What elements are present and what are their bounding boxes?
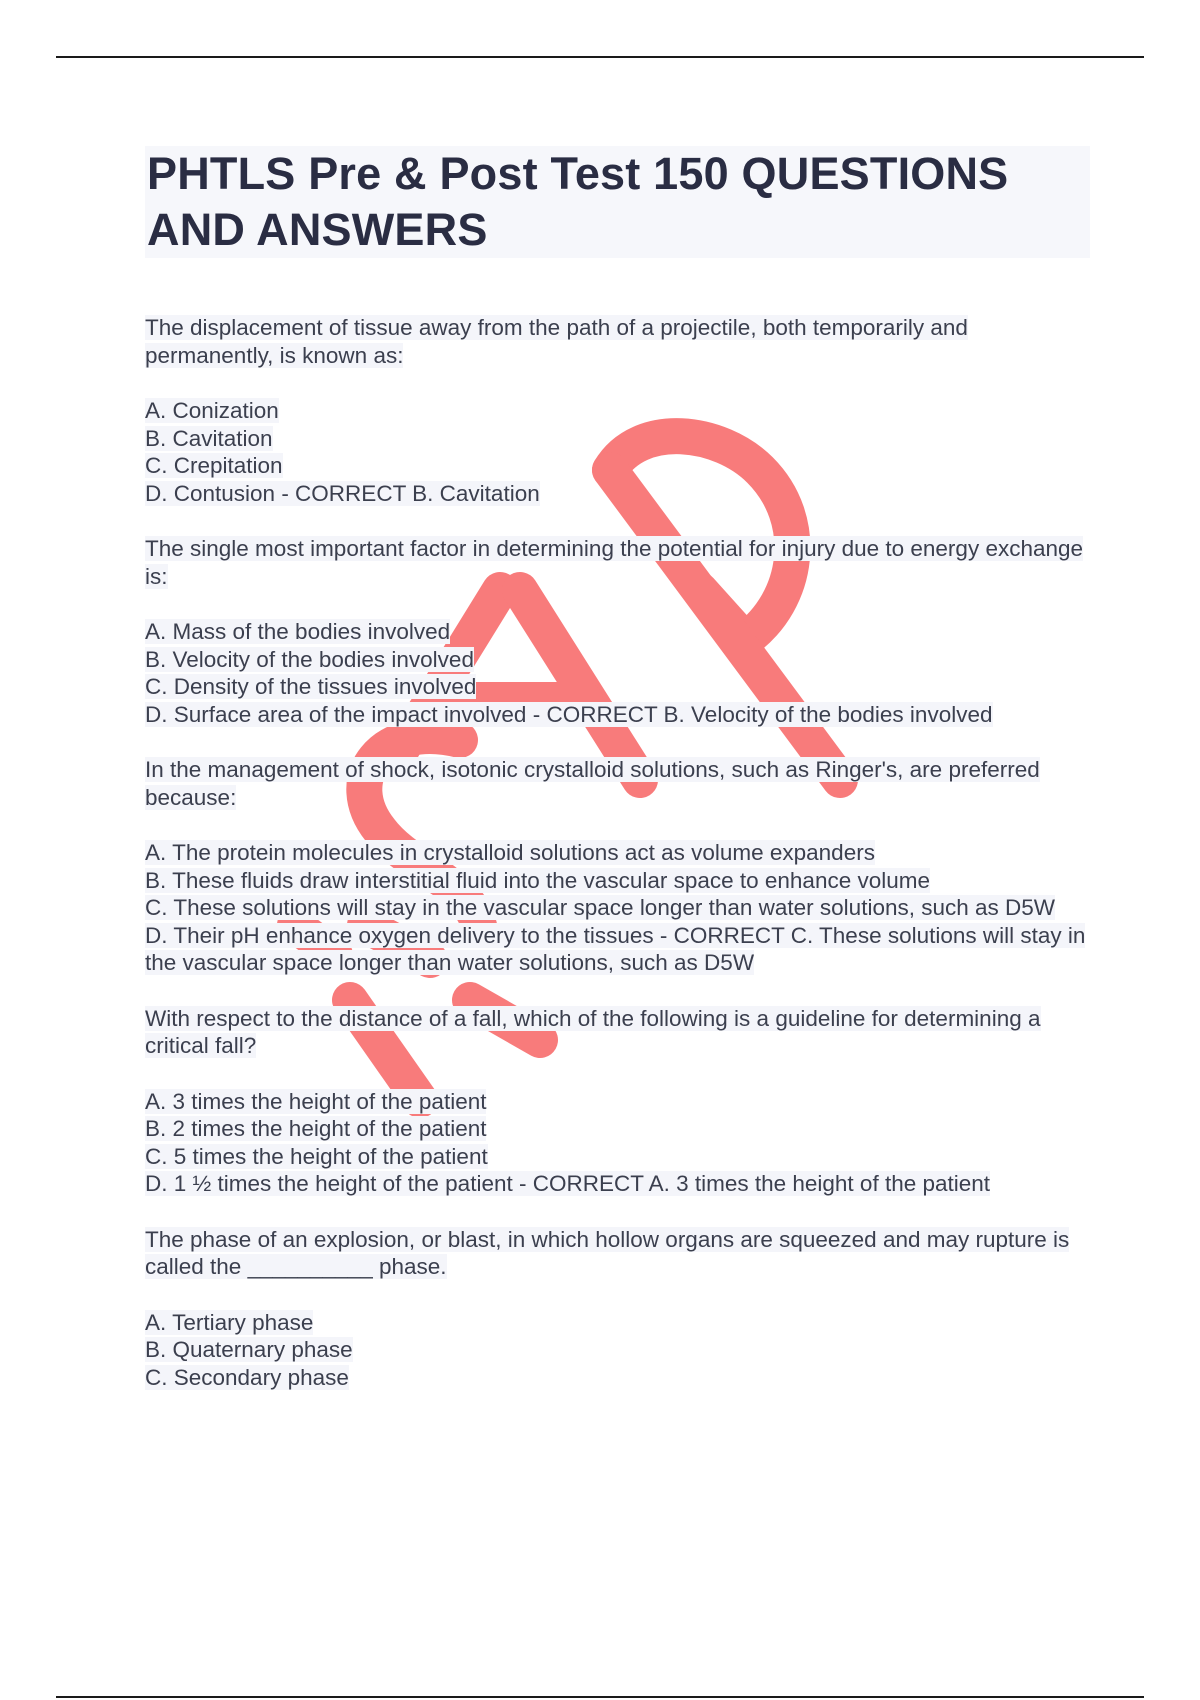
answer-option: C. Secondary phase [145,1364,349,1390]
answer-option: B. 2 times the height of the patient [145,1116,487,1141]
question-stem: The single most important factor in determining the potential for injury due to energy exchange is: [145,536,1084,589]
answer-option: B. These fluids draw interstitial fluid into the vascular space to enhance volume [145,867,931,893]
answer-options [145,839,1090,977]
answer-options [145,397,1090,507]
top-rule [56,56,1144,58]
answer-option: A. 3 times the height of the patient [145,1088,487,1114]
answer-option: B. Cavitation [145,425,273,451]
answer-option: D. 1 ½ times the height of the patient - CORRECT A. 3 times the height of the patient [145,1171,991,1196]
document-body [145,146,1090,1419]
document-title: PHTLS Pre & Post Test 150 QUESTIONS AND ANSWERS [145,146,1090,258]
answer-options [145,1088,1090,1198]
question-item [145,756,1090,977]
answer-option: C. Crepitation [145,453,283,478]
question-item [145,535,1090,728]
question-item [145,314,1090,507]
question-stem: In the management of shock, isotonic crystalloid solutions, such as Ringer's, are preferred because: [145,757,1040,810]
question-stem: The phase of an explosion, or blast, in which hollow organs are squeezed and may rupture is called the __________ phase. [145,1226,1070,1279]
answer-option: A. Mass of the bodies involved [145,619,451,644]
answer-option: A. Tertiary phase [145,1309,314,1335]
answer-option: A. Conization [145,398,279,423]
answer-option: D. Contusion - CORRECT B. Cavitation [145,480,540,506]
question-list [145,314,1090,1391]
answer-option: C. Density of the tissues involved [145,674,477,699]
question-stem: With respect to the distance of a fall, which of the following is a guideline for determining a critical fall? [145,1005,1041,1058]
answer-option: A. The protein molecules in crystalloid solutions act as volume expanders [145,840,875,865]
question-item [145,1005,1090,1198]
answer-option: B. Quaternary phase [145,1337,353,1362]
answer-options [145,618,1090,728]
answer-option: D. Their pH enhance oxygen delivery to the tissues - CORRECT C. These solutions will stay in the vascular space longer than water solutions, such as D5W [145,922,1086,975]
bottom-rule [56,1696,1144,1698]
answer-options [145,1309,1090,1392]
answer-option: D. Surface area of the impact involved - CORRECT B. Velocity of the bodies involved [145,701,993,727]
answer-option: C. These solutions will stay in the vascular space longer than water solutions, such as D5W [145,895,1056,920]
answer-option: C. 5 times the height of the patient [145,1143,488,1169]
question-stem: The displacement of tissue away from the path of a projectile, both temporarily and permanently, is known as: [145,315,968,368]
question-item [145,1226,1090,1392]
answer-option: B. Velocity of the bodies involved [145,646,474,672]
